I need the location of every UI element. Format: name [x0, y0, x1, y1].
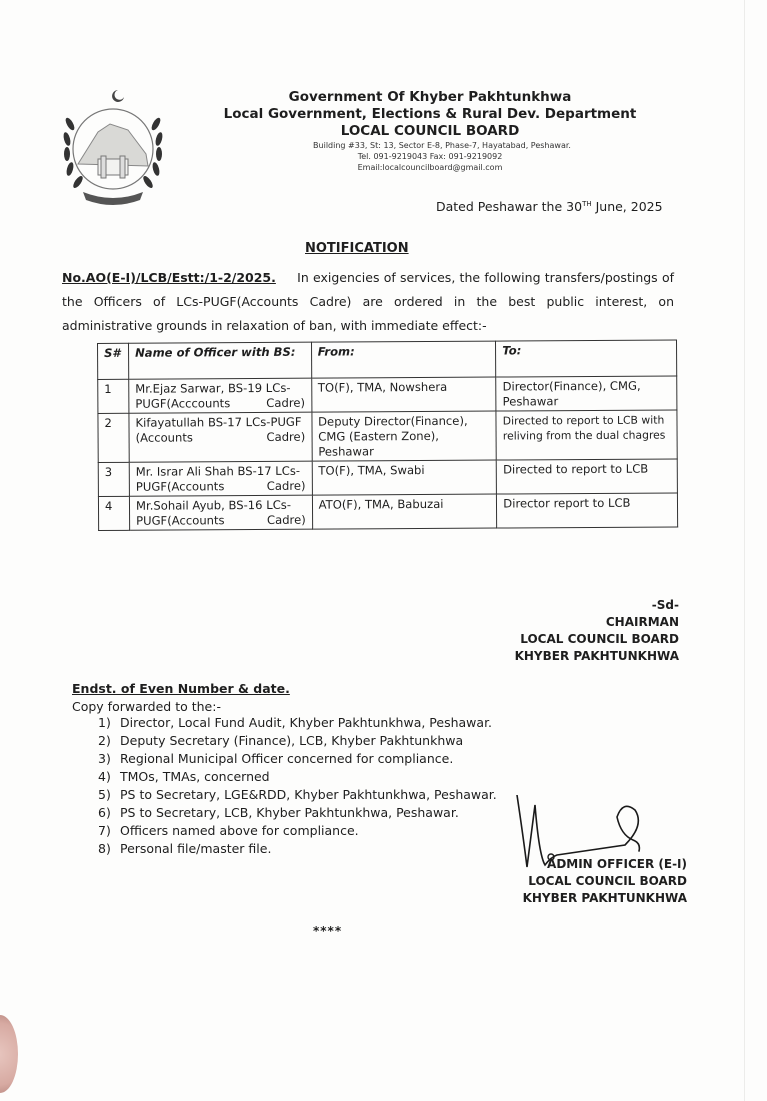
cell-name: Mr.Sohail Ayub, BS-16 LCs-PUGF(Accounts Cadre) — [129, 495, 312, 530]
copy-forwarded: Copy forwarded to the:- — [72, 699, 221, 714]
list-item — [98, 750, 497, 768]
chairman-title: CHAIRMAN — [605, 615, 679, 629]
dated-line — [436, 199, 663, 214]
chairman-signature-block — [515, 597, 679, 665]
cell-sn: 3 — [98, 462, 129, 496]
item-text: PS to Secretary, LCB, Khyber Pakhtunkhwa, Peshawar. — [120, 805, 459, 820]
admin-officer-province: KHYBER PAKHTUNKHWA — [522, 891, 687, 905]
cell-from: TO(F), TMA, Nowshera — [311, 377, 496, 412]
item-text: Officers named above for compliance. — [120, 823, 359, 838]
admin-officer-org: LOCAL COUNCIL BOARD — [528, 874, 687, 888]
list-item — [98, 732, 497, 750]
chairman-org: LOCAL COUNCIL BOARD — [520, 632, 679, 646]
endorsement-heading: Endst. of Even Number & date. — [72, 681, 290, 696]
table-row — [98, 493, 677, 531]
transfers-table — [97, 339, 678, 531]
item-text: Regional Municipal Officer concerned for compliance. — [120, 751, 454, 766]
list-item — [98, 786, 497, 804]
letterhead-phone: Tel. 091-9219043 Fax: 091-9219092 — [357, 152, 503, 161]
cell-sn: 2 — [98, 413, 129, 462]
letterhead-address: Building #33, St: 13, Sector E-8, Phase-7, Hayatabad, Peshawar. — [313, 141, 571, 150]
letterhead-department: Local Government, Elections & Rural Dev. Department — [223, 106, 637, 122]
cell-to: Director report to LCB — [497, 493, 678, 528]
item-number: 6) — [98, 805, 111, 820]
dated-suffix: TH — [582, 199, 592, 208]
item-number: 2) — [98, 733, 111, 748]
letterhead-email: Email:localcouncilboard@gmail.com — [357, 163, 503, 172]
letterhead-board: LOCAL COUNCIL BOARD — [340, 123, 520, 139]
cell-from: Deputy Director(Finance), CMG (Eastern Zone), Peshawar — [312, 411, 497, 461]
table-row — [98, 376, 677, 414]
letterhead-government: Government Of Khyber Pakhtunkhwa — [288, 89, 572, 105]
admin-officer-title: ADMIN OFFICER (E-I) — [547, 857, 687, 871]
list-item — [98, 804, 497, 822]
header-from: From: — [311, 341, 496, 378]
list-item — [98, 840, 497, 858]
cell-sn: 4 — [98, 496, 129, 530]
item-number: 4) — [98, 769, 111, 784]
list-item — [98, 822, 497, 840]
table-header-row — [98, 340, 677, 380]
cell-from: TO(F), TMA, Swabi — [312, 460, 497, 495]
list-item — [98, 768, 497, 786]
notification-title: NOTIFICATION — [305, 241, 409, 256]
cell-to: Directed to report to LCB — [497, 459, 678, 494]
notification-number: No.AO(E-I)/LCB/Estt:/1-2/2025. — [62, 270, 276, 285]
dated-rest: June, 2025 — [591, 199, 663, 214]
finger-in-photo — [0, 1015, 18, 1093]
kp-emblem-logo — [58, 84, 168, 209]
item-number: 7) — [98, 823, 111, 838]
cell-name: Mr.Ejaz Sarwar, BS-19 LCs-PUGF(Acccounts Cadre) — [129, 378, 312, 413]
item-number: 5) — [98, 787, 111, 802]
table-row — [98, 459, 677, 497]
item-text: Director, Local Fund Audit, Khyber Pakhtunkhwa, Peshawar. — [120, 715, 493, 730]
item-text: PS to Secretary, LGE&RDD, Khyber Pakhtunkhwa, Peshawar. — [120, 787, 497, 802]
cell-from: ATO(F), TMA, Babuzai — [312, 494, 497, 529]
item-number: 8) — [98, 841, 111, 856]
item-text: Deputy Secretary (Finance), LCB, Khyber Pakhtunkhwa — [120, 733, 464, 748]
item-text: TMOs, TMAs, concerned — [120, 769, 270, 784]
cell-sn: 1 — [98, 379, 129, 413]
item-number: 1) — [98, 715, 111, 730]
cell-to: Director(Finance), CMG, Peshawar — [496, 376, 677, 411]
copy-list — [98, 714, 497, 858]
chairman-province: KHYBER PAKHTUNKHWA — [514, 649, 679, 663]
cell-to: Directed to report to LCB with reliving from the dual chagres — [496, 410, 677, 460]
notification-body — [62, 266, 674, 338]
list-item — [98, 714, 497, 732]
cell-name: Kifayatullah BS-17 LCs-PUGF (Accounts Cadre) — [129, 412, 312, 462]
header-sn: S# — [98, 343, 129, 379]
header-to: To: — [496, 340, 677, 377]
admin-officer-block — [523, 856, 687, 907]
item-number: 3) — [98, 751, 111, 766]
end-mark: **** — [313, 924, 343, 938]
table-row — [98, 410, 677, 463]
header-name: Name of Officer with BS: — [128, 342, 311, 379]
page-edge — [744, 0, 745, 1101]
notification-text: In exigencies of services, the following transfers/postings of the Officers of LCs-PUGF(Accounts Cadre) are ordered in the best public interest, on administrative grounds in relaxation of ban, with immediate effect:- — [62, 270, 674, 333]
sd-mark: -Sd- — [651, 598, 679, 612]
dated-prefix: Dated Peshawar the 30 — [436, 199, 583, 214]
cell-name: Mr. Israr Ali Shah BS-17 LCs-PUGF(Accounts Cadre) — [129, 461, 312, 496]
item-text: Personal file/master file. — [120, 841, 272, 856]
